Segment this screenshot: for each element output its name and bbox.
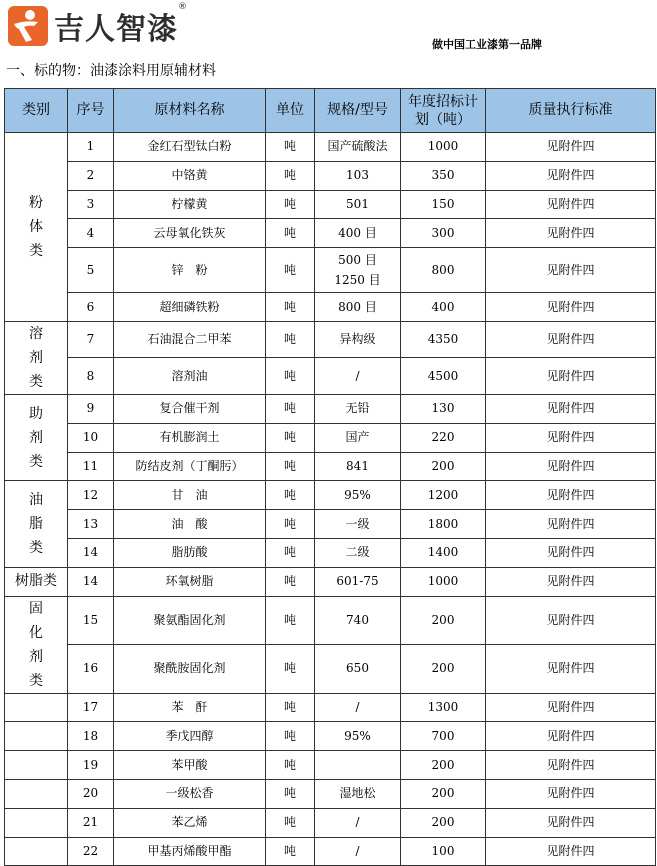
cell-no: 15 — [68, 596, 114, 645]
table-row — [5, 219, 656, 248]
cell-std: 见附件四 — [486, 423, 656, 452]
cell-no: 17 — [68, 693, 114, 722]
category-cell — [5, 567, 68, 596]
cell-spec: 800 目 — [315, 293, 401, 322]
cell-spec: / — [315, 358, 401, 395]
column-header: 年度招标计划（吨） — [401, 89, 486, 133]
category-cell-empty — [5, 693, 68, 722]
cell-name: 甲基丙烯酸甲酯 — [114, 837, 266, 866]
cell-spec: 95% — [315, 722, 401, 751]
cell-no: 20 — [68, 779, 114, 808]
cell-unit: 吨 — [266, 837, 315, 866]
column-header: 类别 — [5, 89, 68, 133]
table-row — [5, 693, 656, 722]
section-title: 一、标的物：油漆涂料用原辅材料 — [6, 63, 216, 79]
cell-plan: 1300 — [401, 693, 486, 722]
cell-spec: 一级 — [315, 510, 401, 539]
cell-unit: 吨 — [266, 452, 315, 481]
cell-no: 11 — [68, 452, 114, 481]
cell-spec — [315, 751, 401, 780]
table-row — [5, 358, 656, 395]
cell-plan: 800 — [401, 248, 486, 293]
cell-spec: 湿地松 — [315, 779, 401, 808]
cell-no: 18 — [68, 722, 114, 751]
cell-no: 14 — [68, 567, 114, 596]
cell-unit: 吨 — [266, 808, 315, 837]
cell-spec: 501 — [315, 190, 401, 219]
category-cell — [5, 481, 68, 567]
cell-no: 19 — [68, 751, 114, 780]
cell-name: 季戊四醇 — [114, 722, 266, 751]
table-row — [5, 321, 656, 358]
category-cell-empty — [5, 837, 68, 866]
cell-unit: 吨 — [266, 510, 315, 539]
cell-name: 石油混合二甲苯 — [114, 321, 266, 358]
table-row — [5, 567, 656, 596]
category-cell-empty — [5, 722, 68, 751]
cell-unit: 吨 — [266, 358, 315, 395]
cell-name: 超细磷铁粉 — [114, 293, 266, 322]
cell-name: 一级松香 — [114, 779, 266, 808]
cell-no: 7 — [68, 321, 114, 358]
cell-unit: 吨 — [266, 161, 315, 190]
cell-spec: 95% — [315, 481, 401, 510]
cell-name: 防结皮剂（丁酮肟） — [114, 452, 266, 481]
cell-std: 见附件四 — [486, 779, 656, 808]
cell-plan: 4500 — [401, 358, 486, 395]
cell-name: 溶剂油 — [114, 358, 266, 395]
cell-unit: 吨 — [266, 321, 315, 358]
category-label: 固化剂类 — [29, 600, 43, 689]
cell-name: 聚氨酯固化剂 — [114, 596, 266, 645]
cell-std: 见附件四 — [486, 452, 656, 481]
category-cell — [5, 596, 68, 693]
cell-name: 苯 酐 — [114, 693, 266, 722]
table-row — [5, 510, 656, 539]
logo-person-icon — [8, 6, 48, 46]
cell-std: 见附件四 — [486, 722, 656, 751]
table-row — [5, 452, 656, 481]
table-row — [5, 190, 656, 219]
cell-spec: 国产硫酸法 — [315, 133, 401, 162]
cell-spec: 无铅 — [315, 394, 401, 423]
category-label: 粉体类 — [29, 194, 43, 259]
cell-plan: 4350 — [401, 321, 486, 358]
cell-std: 见附件四 — [486, 394, 656, 423]
cell-plan: 200 — [401, 808, 486, 837]
cell-spec: 650 — [315, 645, 401, 694]
cell-std: 见附件四 — [486, 321, 656, 358]
category-cell-empty — [5, 779, 68, 808]
cell-spec: 841 — [315, 452, 401, 481]
cell-spec: / — [315, 808, 401, 837]
cell-std: 见附件四 — [486, 808, 656, 837]
cell-unit: 吨 — [266, 693, 315, 722]
table-row — [5, 808, 656, 837]
cell-plan: 200 — [401, 452, 486, 481]
cell-spec: 异构级 — [315, 321, 401, 358]
materials-table — [4, 88, 656, 866]
cell-unit: 吨 — [266, 423, 315, 452]
cell-spec: 400 目 — [315, 219, 401, 248]
cell-unit: 吨 — [266, 481, 315, 510]
cell-unit: 吨 — [266, 596, 315, 645]
cell-unit: 吨 — [266, 779, 315, 808]
cell-std: 见附件四 — [486, 358, 656, 395]
cell-std: 见附件四 — [486, 248, 656, 293]
table-row — [5, 751, 656, 780]
cell-unit: 吨 — [266, 645, 315, 694]
cell-no: 14 — [68, 538, 114, 567]
cell-unit: 吨 — [266, 722, 315, 751]
cell-plan: 200 — [401, 779, 486, 808]
cell-std: 见附件四 — [486, 133, 656, 162]
cell-no: 22 — [68, 837, 114, 866]
cell-plan: 1000 — [401, 133, 486, 162]
cell-unit: 吨 — [266, 538, 315, 567]
cell-std: 见附件四 — [486, 567, 656, 596]
cell-no: 8 — [68, 358, 114, 395]
cell-std: 见附件四 — [486, 190, 656, 219]
cell-plan: 1200 — [401, 481, 486, 510]
cell-plan: 200 — [401, 751, 486, 780]
column-header: 原材料名称 — [114, 89, 266, 133]
cell-name: 云母氧化铁灰 — [114, 219, 266, 248]
cell-name: 复合催干剂 — [114, 394, 266, 423]
cell-std: 见附件四 — [486, 693, 656, 722]
cell-plan: 1400 — [401, 538, 486, 567]
category-cell — [5, 133, 68, 322]
cell-plan: 350 — [401, 161, 486, 190]
cell-no: 21 — [68, 808, 114, 837]
cell-plan: 200 — [401, 596, 486, 645]
table-row — [5, 722, 656, 751]
table-row — [5, 423, 656, 452]
cell-plan: 100 — [401, 837, 486, 866]
cell-no: 2 — [68, 161, 114, 190]
cell-std: 见附件四 — [486, 510, 656, 539]
cell-name: 苯甲酸 — [114, 751, 266, 780]
category-label: 溶剂类 — [29, 325, 43, 390]
cell-plan: 150 — [401, 190, 486, 219]
cell-name: 金红石型钛白粉 — [114, 133, 266, 162]
table-row — [5, 596, 656, 645]
cell-no: 12 — [68, 481, 114, 510]
cell-name: 苯乙烯 — [114, 808, 266, 837]
cell-no: 1 — [68, 133, 114, 162]
logo-text: 吉人智漆 ® — [54, 2, 188, 47]
cell-name: 甘 油 — [114, 481, 266, 510]
cell-no: 9 — [68, 394, 114, 423]
column-header: 规格/型号 — [315, 89, 401, 133]
cell-std: 见附件四 — [486, 645, 656, 694]
cell-std: 见附件四 — [486, 481, 656, 510]
cell-spec: / — [315, 693, 401, 722]
cell-unit: 吨 — [266, 248, 315, 293]
cell-plan: 700 — [401, 722, 486, 751]
table-header-row — [5, 89, 656, 133]
table-row — [5, 645, 656, 694]
category-label: 油脂类 — [29, 492, 43, 557]
cell-unit: 吨 — [266, 190, 315, 219]
cell-name: 中铬黄 — [114, 161, 266, 190]
cell-spec: 601-75 — [315, 567, 401, 596]
cell-no: 16 — [68, 645, 114, 694]
category-cell-empty — [5, 808, 68, 837]
cell-plan: 200 — [401, 645, 486, 694]
cell-std: 见附件四 — [486, 161, 656, 190]
category-cell-empty — [5, 751, 68, 780]
cell-unit: 吨 — [266, 133, 315, 162]
cell-spec: / — [315, 837, 401, 866]
cell-spec: 103 — [315, 161, 401, 190]
category-label: 树脂类 — [15, 573, 57, 590]
cell-name: 聚酰胺固化剂 — [114, 645, 266, 694]
cell-std: 见附件四 — [486, 219, 656, 248]
cell-no: 6 — [68, 293, 114, 322]
cell-unit: 吨 — [266, 751, 315, 780]
column-header: 单位 — [266, 89, 315, 133]
slogan: 做中国工业漆第一品牌 — [432, 38, 542, 51]
cell-no: 4 — [68, 219, 114, 248]
cell-plan: 400 — [401, 293, 486, 322]
cell-unit: 吨 — [266, 293, 315, 322]
cell-spec: 二级 — [315, 538, 401, 567]
cell-std: 见附件四 — [486, 837, 656, 866]
column-header: 序号 — [68, 89, 114, 133]
cell-name: 脂肪酸 — [114, 538, 266, 567]
category-cell — [5, 321, 68, 394]
brand-logo — [8, 2, 188, 47]
cell-no: 13 — [68, 510, 114, 539]
cell-name: 油 酸 — [114, 510, 266, 539]
table-row — [5, 248, 656, 293]
cell-plan: 1000 — [401, 567, 486, 596]
table-row — [5, 394, 656, 423]
cell-name: 有机膨润土 — [114, 423, 266, 452]
cell-std: 见附件四 — [486, 538, 656, 567]
table-row — [5, 133, 656, 162]
cell-plan: 220 — [401, 423, 486, 452]
table-row — [5, 481, 656, 510]
table-row — [5, 837, 656, 866]
table-row — [5, 293, 656, 322]
cell-name: 锌 粉 — [114, 248, 266, 293]
cell-no: 3 — [68, 190, 114, 219]
table-row — [5, 779, 656, 808]
cell-unit: 吨 — [266, 567, 315, 596]
cell-std: 见附件四 — [486, 293, 656, 322]
cell-unit: 吨 — [266, 394, 315, 423]
cell-spec: 国产 — [315, 423, 401, 452]
table-row — [5, 538, 656, 567]
cell-std: 见附件四 — [486, 751, 656, 780]
cell-spec: 740 — [315, 596, 401, 645]
cell-no: 5 — [68, 248, 114, 293]
cell-no: 10 — [68, 423, 114, 452]
cell-name: 柠檬黄 — [114, 190, 266, 219]
cell-plan: 1800 — [401, 510, 486, 539]
cell-plan: 300 — [401, 219, 486, 248]
column-header: 质量执行标准 — [486, 89, 656, 133]
cell-unit: 吨 — [266, 219, 315, 248]
category-cell — [5, 394, 68, 480]
table-row — [5, 161, 656, 190]
cell-plan: 130 — [401, 394, 486, 423]
category-label: 助剂类 — [29, 405, 43, 470]
cell-name: 环氧树脂 — [114, 567, 266, 596]
cell-std: 见附件四 — [486, 596, 656, 645]
cell-spec: 500 目 1250 目 — [315, 248, 401, 293]
